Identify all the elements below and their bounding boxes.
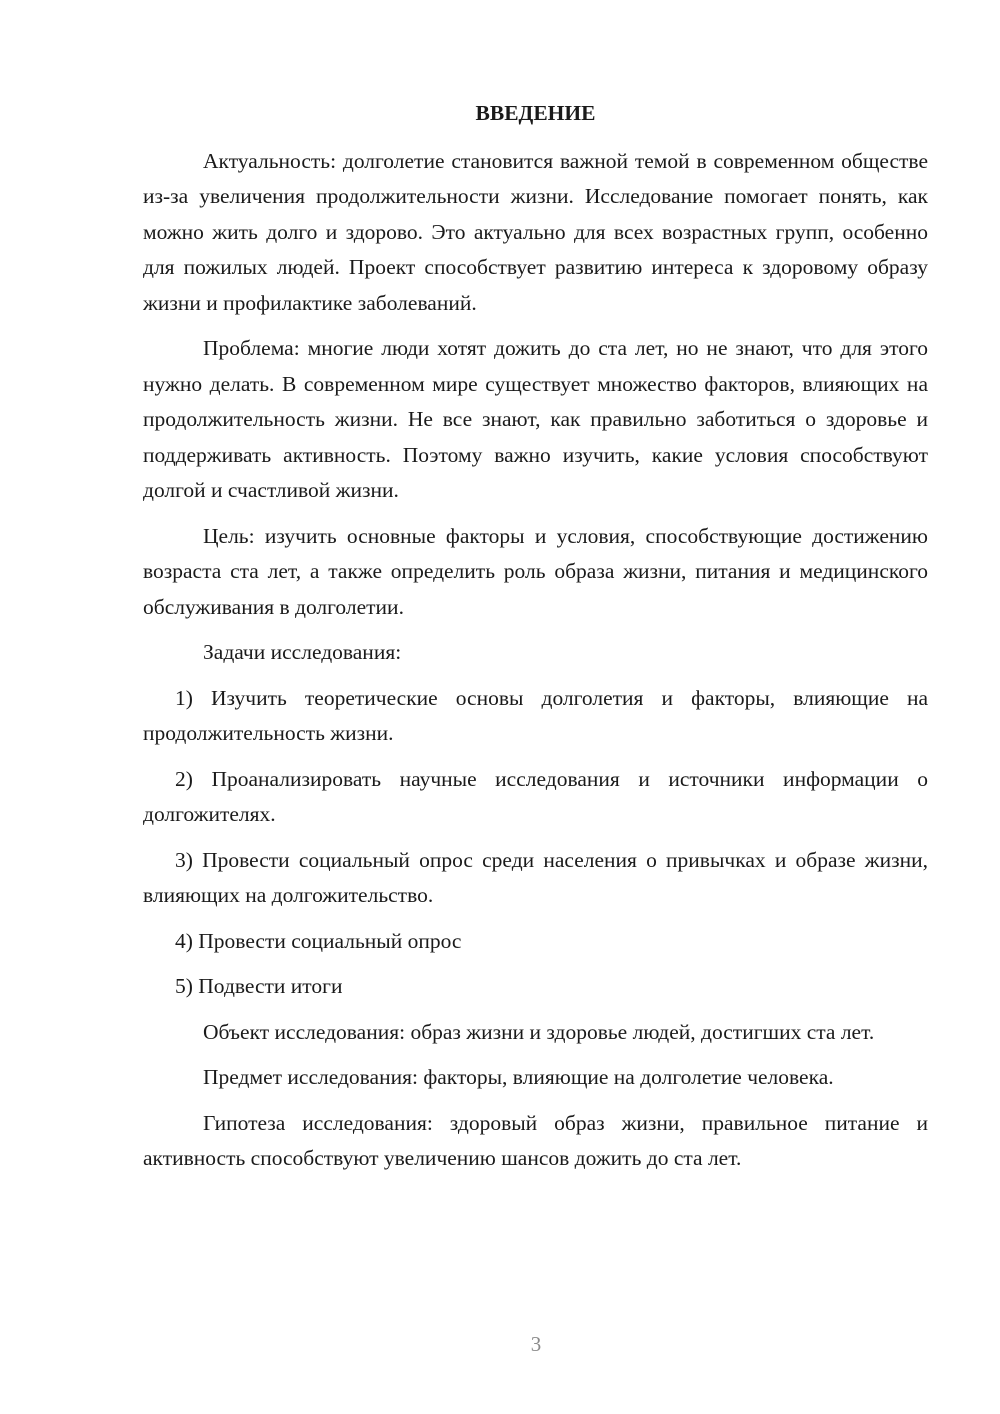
page-number: 3 <box>530 1332 542 1356</box>
task-item: 4) Провести социальный опрос <box>175 928 462 953</box>
task-item: 2) Проанализировать научные исследования и источники информации о долгожителях. <box>143 766 928 826</box>
object-paragraph: Объект исследования: образ жизни и здоровье людей, достигших ста лет. <box>203 1019 875 1044</box>
task-item: 1) Изучить теоретические основы долголетия и факторы, влияющие на продолжительность жизни. <box>143 685 928 745</box>
task-item: 5) Подвести итоги <box>175 974 343 998</box>
subject-paragraph: Предмет исследования: факторы, влияющие на долголетие человека. <box>203 1065 834 1089</box>
problem-paragraph: Проблема: многие люди хотят дожить до ста лет, но не знают, что для этого нужно делать. В современном мире существует множество факторов, влияющих на продолжительность жизни. Не все знают, как правильно заботиться о здоровье и поддерживать активность. Поэтому важно изучить, какие условия способствуют долгой и счастливой жизни. <box>143 336 928 502</box>
tasks-heading: Задачи исследования: <box>203 640 402 664</box>
document-page <box>143 96 928 1187</box>
task-item: 3) Провести социальный опрос среди населения о привычках и образе жизни, влияющих на долгожительство. <box>143 847 928 907</box>
section-title: ВВЕДЕНИЕ <box>475 101 596 125</box>
hypothesis-paragraph: Гипотеза исследования: здоровый образ жизни, правильное питание и активность способствуют увеличению шансов дожить до ста лет. <box>143 1110 928 1170</box>
goal-paragraph: Цель: изучить основные факторы и условия, способствующие достижению возраста ста лет, а также определить роль образа жизни, питания и медицинского обслуживания в долголетии. <box>143 523 928 619</box>
relevance-paragraph: Актуальность: долголетие становится важной темой в современном обществе из-за увеличения продолжительности жизни. Исследование помогает понять, как можно жить долго и здорово. Это актуально для всех возрастных групп, особенно для пожилых людей. Проект способствует развитию интереса к здоровому образу жизни и профилактике заболеваний. <box>143 148 928 315</box>
